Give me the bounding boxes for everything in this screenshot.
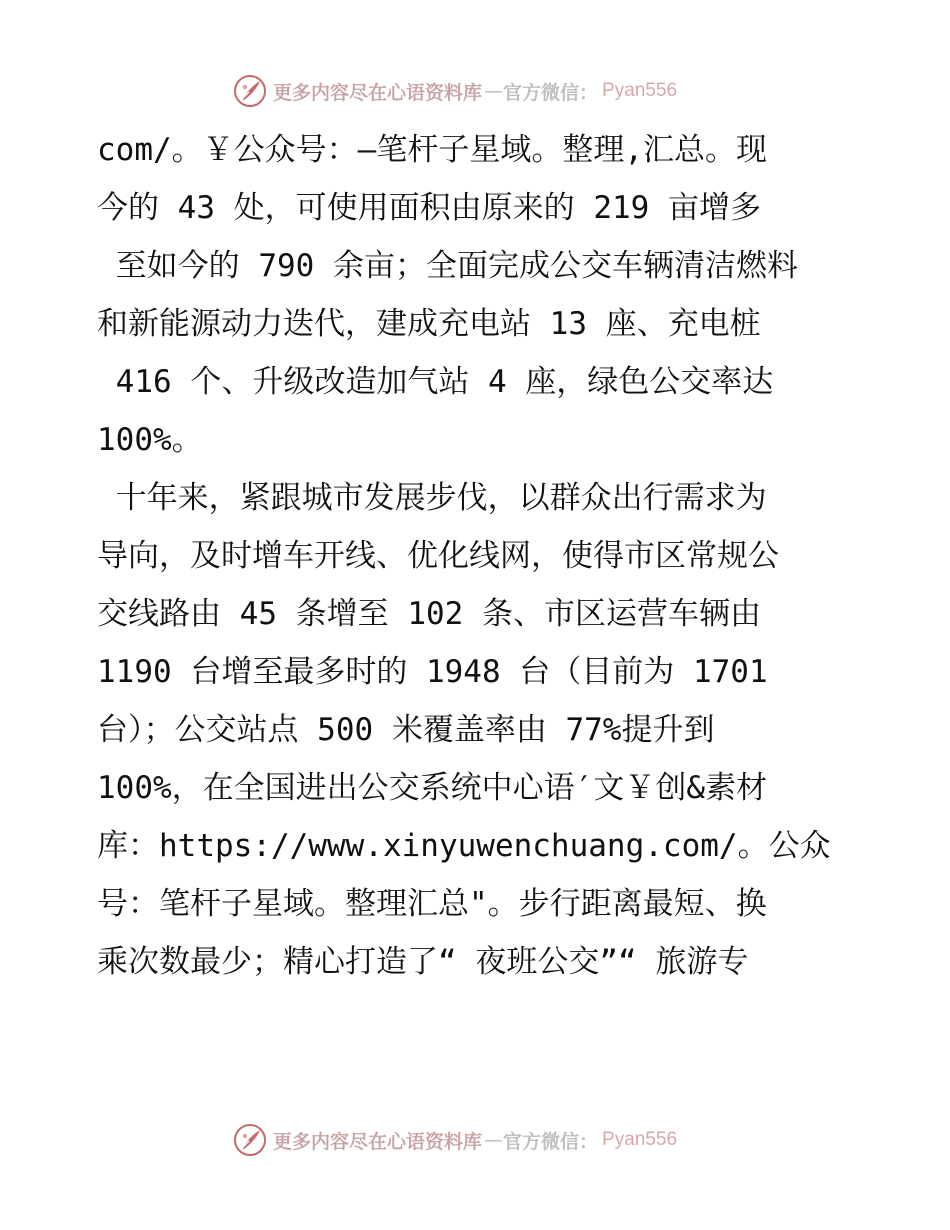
text-line: 今的 43 处，可使用面积由原来的 219 亩增多 (97, 190, 761, 226)
text-line: 十年来，紧跟城市发展步伐，以群众出行需求为 (97, 480, 767, 516)
watermark-brand: 更多内容尽在心语资料库 (273, 81, 483, 104)
text-line: 和新能源动力迭代，建成充电站 13 座、充电桩 (97, 306, 761, 342)
text-line: 100%，在全国进出公交系统中心语′文￥创&素材 (97, 770, 767, 806)
text-line: 交线路由 45 条增至 102 条、市区运营车辆由 (97, 596, 761, 632)
header-watermark (233, 71, 677, 111)
feather-quill-icon (233, 1123, 267, 1157)
watermark-separator: — (484, 1129, 504, 1151)
watermark-contact-label: 官方微信： (503, 1130, 599, 1153)
document-body (97, 121, 867, 991)
footer-watermark (233, 1120, 677, 1160)
text-line: 100%。 (97, 422, 203, 458)
text-line: 库：https://www.xinyuwenchuang.com/。公众 (97, 828, 831, 864)
text-line: com/。￥公众号：—笔杆子星域。整理,汇总。现 (97, 132, 767, 168)
text-line: 导向，及时增车开线、优化线网，使得市区常规公 (97, 538, 779, 574)
text-line: 号：笔杆子星域。整理汇总"。步行距离最短、换 (97, 886, 767, 922)
text-line: 台）；公交站点 500 米覆盖率由 77%提升到 (97, 712, 715, 748)
text-line: 乘次数最少；精心打造了“ 夜班公交”“ 旅游专 (97, 944, 749, 980)
text-line: 至如今的 790 余亩；全面完成公交车辆清洁燃料 (97, 248, 798, 284)
watermark-contact-label: 官方微信： (503, 81, 599, 104)
text-line: 1190 台增至最多时的 1948 台（目前为 1701 (97, 654, 768, 690)
watermark-separator: — (484, 80, 504, 102)
feather-quill-icon (233, 74, 267, 108)
watermark-brand: 更多内容尽在心语资料库 (273, 1130, 483, 1153)
watermark-contact-id: Pyan556 (602, 80, 678, 101)
text-line: 416 个、升级改造加气站 4 座，绿色公交率达 (97, 364, 774, 400)
watermark-contact-id: Pyan556 (602, 1129, 678, 1150)
